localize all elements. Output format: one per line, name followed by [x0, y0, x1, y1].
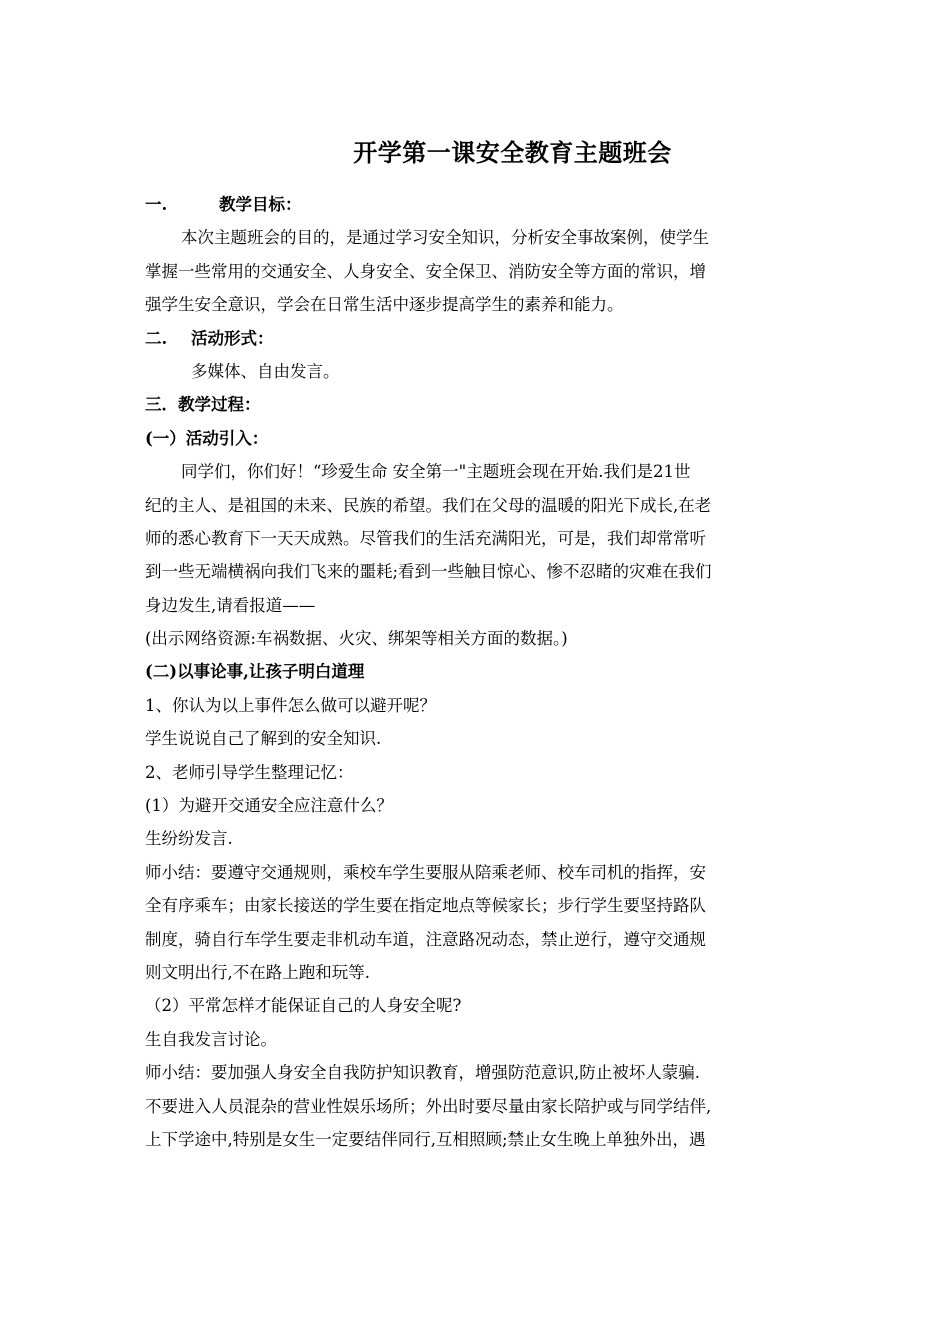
section-title: 教学目标： — [219, 195, 302, 214]
document-title: 开学第一课安全教育主题班会 — [353, 138, 672, 167]
paragraph-line: (出示网络资源:车祸数据、火灾、绑架等相关方面的数据。) — [145, 629, 568, 649]
paragraph-line: 师小结：要遵守交通规则，乘校车学生要服从陪乘老师、校车司机的指挥，安 — [145, 862, 706, 882]
paragraph-line: 同学们，你们好！“珍爱生命 安全第一"主题班会现在开始.我们是21世 — [181, 462, 691, 482]
paragraph-line: 1、你认为以上事件怎么做可以避开呢？ — [145, 695, 436, 715]
paragraph-line: 则文明出行,不在路上跑和玩等. — [145, 962, 370, 982]
paragraph-line: 身边发生,请看报道—— — [145, 595, 316, 615]
paragraph-line: 上下学途中,特别是女生一定要结伴同行,互相照顾;禁止女生晚上单独外出，遇 — [145, 1129, 706, 1149]
paragraph-line: 生自我发言讨论。 — [145, 1029, 277, 1049]
paragraph-line: 强学生安全意识，学会在日常生活中逐步提高学生的素养和能力。 — [145, 295, 624, 315]
paragraph-line: （2）平常怎样才能保证自己的人身安全呢? — [145, 996, 462, 1016]
paragraph-line: 师小结：要加强人身安全自我防护知识教育，增强防范意识,防止被坏人蒙骗. — [145, 1063, 700, 1083]
paragraph-line: 不要进入人员混杂的营业性娱乐场所；外出时要尽量由家长陪护或与同学结伴, — [145, 1096, 712, 1116]
paragraph-line: 制度，骑自行车学生要走非机动车道，注意路况动态，禁止逆行，遵守交通规 — [145, 929, 706, 949]
paragraph-line: 学生说说自己了解到的安全知识. — [145, 729, 382, 749]
document-body — [145, 188, 810, 1156]
paragraph-line: 本次主题班会的目的，是通过学习安全知识，分析安全事故案例，使学生 — [181, 228, 709, 248]
paragraph-line: 2、老师引导学生整理记忆： — [145, 762, 354, 782]
subsection-heading-discussion: (二)以事论事,让孩子明白道理 — [145, 662, 365, 682]
section-heading-process: 三．教学过程： — [145, 395, 261, 415]
section-number: 二. — [145, 328, 168, 348]
section-number: 一. — [145, 195, 168, 214]
paragraph-line: 多媒体、自由发言。 — [191, 361, 340, 381]
paragraph-line: 纪的主人、是祖国的未来、民族的希望。我们在父母的温暖的阳光下成长,在老 — [145, 495, 712, 515]
paragraph-line: (1）为避开交通安全应注意什么？ — [145, 796, 393, 816]
paragraph-line: 全有序乘车；由家长接送的学生要在指定地点等候家长；步行学生要坚持路队 — [145, 896, 706, 916]
section-title: 活动形式： — [191, 328, 274, 348]
section-heading-format — [145, 322, 810, 355]
paragraph-line: 师的悉心教育下一天天成熟。尽管我们的生活充满阳光，可是，我们却常常听 — [145, 528, 706, 548]
section-heading-objectives — [145, 188, 810, 221]
document-page — [145, 0, 810, 1344]
paragraph-line: 到一些无端横祸向我们飞来的噩耗;看到一些触目惊心、惨不忍睹的灾难在我们 — [145, 562, 712, 582]
paragraph-line: 掌握一些常用的交通安全、人身安全、安全保卫、消防安全等方面的常识，增 — [145, 261, 706, 281]
paragraph-line: 生纷纷发言. — [145, 829, 233, 849]
subsection-heading-intro: (一）活动引入： — [145, 428, 269, 448]
